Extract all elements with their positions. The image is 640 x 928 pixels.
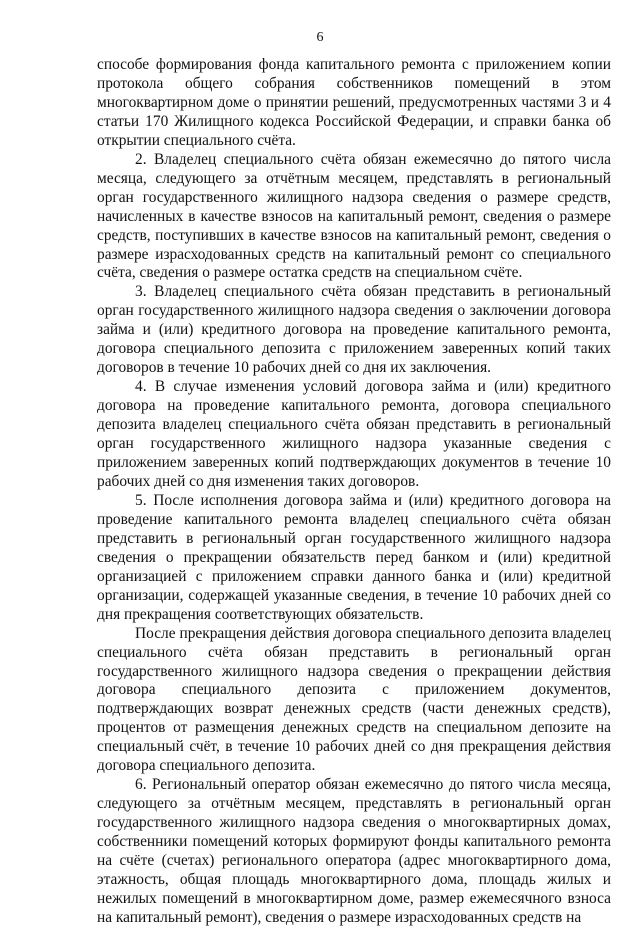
paragraph-item-4: 4. В случае изменения условий договора займа и (или) кредитного договора на проведение капитального ремонта, договора специального депозита владелец специального счёта обязан представить в региональный орган государственного жилищного надзора указанные сведения с приложением заверенных копий подтверждающих документов в течение 10 рабочих дней со дня изменения таких договоров.: [97, 378, 611, 490]
paragraph-item-5: 5. После исполнения договора займа и (или) кредитного договора на проведение капитального ремонта владелец специального счёта обязан представить в региональный орган государственного жилищного надзора сведения о прекращении обязательств перед банком и (или) кредитной организацией с приложением справки данного банка и (или) кредитной организации, содержащей указанные сведения, в течение 10 рабочих дней со дня прекращения соответствующих обязательств.: [97, 491, 611, 623]
paragraph-item-2: 2. Владелец специального счёта обязан ежемесячно до пятого числа месяца, следующего за отчётным месяцем, представлять в региональный орган государственного жилищного надзора сведения о размере средств, начисленных в качестве взносов на капитальный ремонт, сведения о размере средств, поступивших в качестве взносов на капитальный ремонт, сведения о размере израсходованных средств на капитальный ремонт со специального счёта, сведения о размере остатка средств на специальном счёте.: [97, 150, 611, 282]
paragraph-continuation: способе формирования фонда капитального ремонта с приложением копии протокола общего собрания собственников помещений в этом многоквартирном доме о принятии решений, предусмотренных частями 3 и 4 статьи 170 Жилищного кодекса Российской Федерации, и справки банка об открытии специального счёта.: [97, 56, 611, 149]
page-number: 6: [316, 30, 324, 45]
document-body: [97, 56, 611, 928]
paragraph-item-3: 3. Владелец специального счёта обязан представить в региональный орган государственного жилищного надзора сведения о заключении договора займа и (или) кредитного договора на проведение капитального ремонта, договора специального депозита с приложением заверенных копий таких договоров в течение 10 рабочих дней со дня их заключения.: [97, 283, 611, 377]
paragraph-item-5-continued: После прекращения действия договора специального депозита владелец специального счёта обязан представить в региональный орган государственного жилищного надзора сведения о прекращении действия договора специального депозита с приложением документов, подтверждающих возврат денежных средств (части денежных средств), процентов от размещения денежных средств на специальном депозите на специальный счёт, в течение 10 рабочих дней со дня прекращения действия договора специального депозита.: [97, 624, 611, 775]
paragraph-item-6: 6. Региональный оператор обязан ежемесячно до пятого числа месяца, следующего за отчётным месяцем, представлять в региональный орган государственного жилищного надзора сведения о многоквартирных домах, собственники помещений которых формируют фонды капитального ремонта на счёте (счетах) регионального оператора (адрес многоквартирного дома, этажность, общая площадь многоквартирного дома, площадь жилых и нежилых помещений в многоквартирном доме, размер ежемесячного взноса на капитальный ремонт), сведения о размере израсходованных средств на: [97, 776, 611, 926]
